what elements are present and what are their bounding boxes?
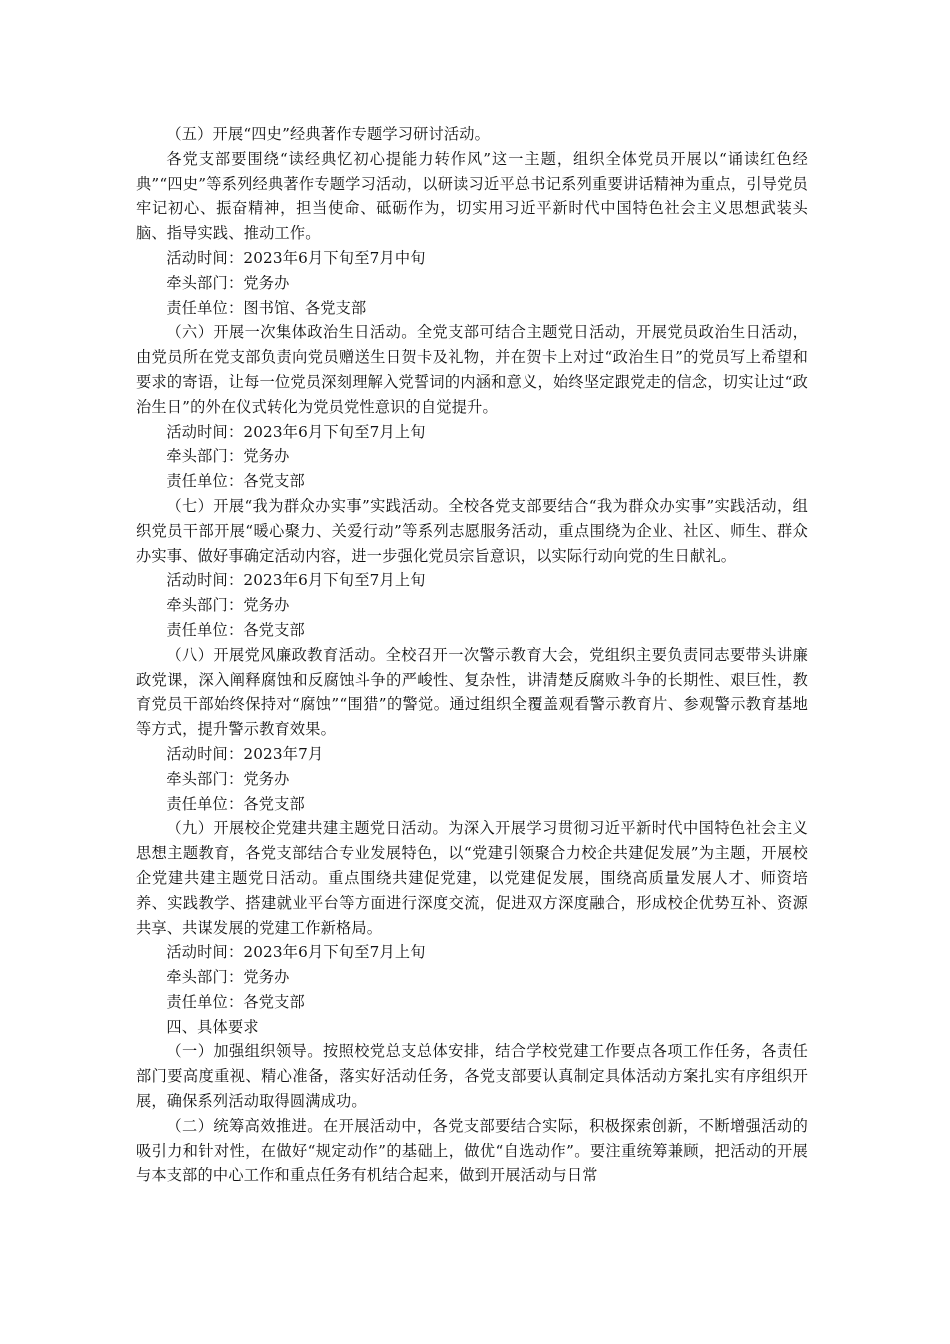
responsible-unit: 责任单位：各党支部 [166, 620, 305, 639]
responsible-unit: 责任单位：各党支部 [166, 794, 305, 813]
activity-time: 活动时间：2023年6月下旬至7月中旬 [166, 248, 426, 267]
responsible-unit: 责任单位：各党支部 [166, 472, 305, 491]
lead-department: 牵头部门：党务办 [166, 769, 290, 788]
chapter-heading-requirements: 四、具体要求 [166, 1017, 259, 1036]
lead-department: 牵头部门：党务办 [166, 273, 290, 292]
lead-department: 牵头部门：党务办 [166, 968, 290, 987]
activity-time: 活动时间：2023年7月 [166, 744, 324, 763]
lead-department: 牵头部门：党务办 [166, 447, 290, 466]
activity-time: 活动时间：2023年6月下旬至7月上旬 [166, 422, 426, 441]
requirement-1-paragraph: （一）加强组织领导。按照校党总支总体安排，结合学校党建工作要点各项工作任务，各责任部门要高度重视、精心准备，落实好活动任务，各党支部要认真制定具体活动方案扎实有序组织开展，确保系列活动取得圆满成功。 [136, 1042, 808, 1111]
responsible-unit: 责任单位：各党支部 [166, 992, 305, 1011]
lead-department: 牵头部门：党务办 [166, 596, 290, 615]
requirement-2-paragraph: （二）统筹高效推进。在开展活动中，各党支部要结合实际，积极探索创新，不断增强活动的吸引力和针对性，在做好“规定动作”的基础上，做优“自选动作”。要注重统筹兼顾，把活动的开展与本支部的中心工作和重点任务有机结合起来，做到开展活动与日常 [136, 1116, 808, 1185]
responsible-unit: 责任单位：图书馆、各党支部 [166, 298, 367, 317]
activity-time: 活动时间：2023年6月下旬至7月上旬 [166, 943, 426, 962]
section-8-paragraph: （八）开展党风廉政教育活动。全校召开一次警示教育大会，党组织主要负责同志要带头讲廉政党课，深入阐释腐蚀和反腐蚀斗争的严峻性、复杂性，讲清楚反腐败斗争的长期性、艰巨性，教育党员干部始终保持对“腐蚀”“围猎”的警觉。通过组织全覆盖观看警示教育片、参观警示教育基地等方式，提升警示教育效果。 [136, 645, 808, 739]
document-body [136, 122, 808, 1188]
paragraph: 各党支部要围绕“读经典忆初心提能力转作风”这一主题，组织全体党员开展以“诵读红色经典”“四史”等系列经典著作专题学习活动，以研读习近平总书记系列重要讲话精神为重点，引导党员牢记初心、振奋精神，担当使命、砥砺作为，切实用习近平新时代中国特色社会主义思想武装头脑、指导实践、推动工作。 [136, 149, 808, 243]
section-6-paragraph: （六）开展一次集体政治生日活动。全党支部可结合主题党日活动，开展党员政治生日活动，由党员所在党支部负责向党员赠送生日贺卡及礼物，并在贺卡上对过“政治生日”的党员写上希望和要求的寄语，让每一位党员深刻理解入党誓词的内涵和意义，始终坚定跟党走的信念，切实让过“政治生日”的外在仪式转化为党员党性意识的自觉提升。 [136, 323, 808, 416]
section-7-paragraph: （七）开展“我为群众办实事”实践活动。全校各党支部要结合“我为群众办实事”实践活动，组织党员干部开展“暖心聚力、关爱行动”等系列志愿服务活动，重点围绕为企业、社区、师生、群众办实事、做好事确定活动内容，进一步强化党员宗旨意识，以实际行动向党的生日献礼。 [136, 496, 808, 565]
section-9-paragraph: （九）开展校企党建共建主题党日活动。为深入开展学习贯彻习近平新时代中国特色社会主义思想主题教育，各党支部结合专业发展特色，以“党建引领聚合力校企共建促发展”为主题，开展校企党建共建主题党日活动。重点围绕共建促党建，以党建促发展，围绕高质量发展人才、师资培养、实践教学、搭建就业平台等方面进行深度交流，促进双方深度融合，形成校企优势互补、资源共享、共谋发展的党建工作新格局。 [136, 819, 808, 937]
activity-time: 活动时间：2023年6月下旬至7月上旬 [166, 571, 426, 590]
section-heading-5: （五）开展“四史”经典著作专题学习研讨活动。 [166, 125, 491, 143]
